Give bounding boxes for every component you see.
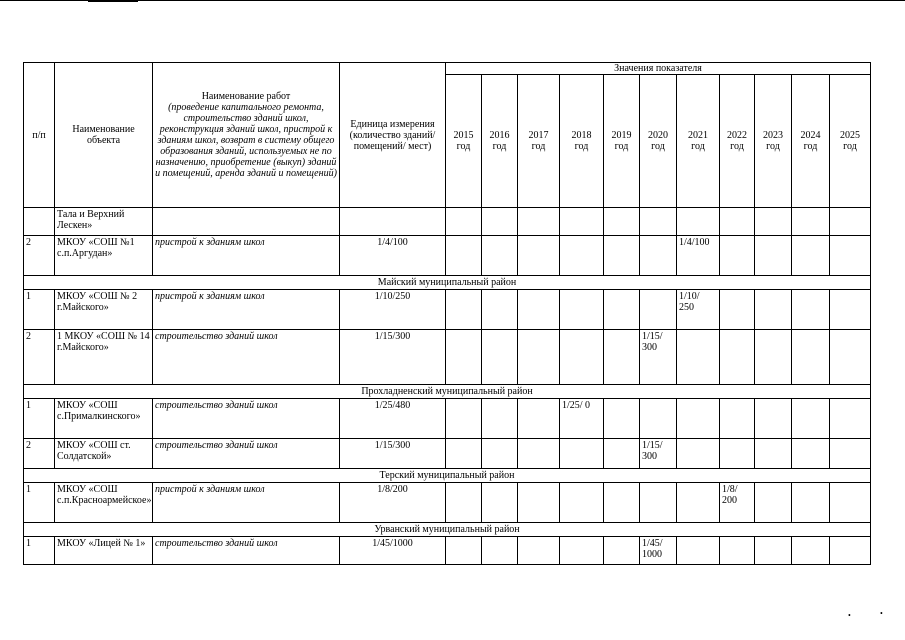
- year-label: 2021: [688, 130, 708, 141]
- row-value-2020: [640, 399, 677, 439]
- row-value-2021: 1/4/100: [677, 236, 720, 276]
- row-value-2019: [604, 483, 640, 523]
- row-value-2024: [792, 399, 830, 439]
- row-value-2015: [446, 439, 482, 469]
- row-value-2018: [560, 236, 604, 276]
- row-value-2019: [604, 330, 640, 385]
- header-unit: Единица измерения (количество зданий/ помещений/ мест): [340, 63, 446, 208]
- row-unit: 1/15/300: [340, 330, 446, 385]
- row-value-2018: [560, 290, 604, 330]
- row-unit: 1/25/480: [340, 399, 446, 439]
- year-label: 2024: [800, 130, 821, 141]
- row-object: Тала и Верхний Лескен»: [55, 208, 153, 236]
- year-suffix: год: [843, 141, 857, 152]
- row-value-2024: [792, 330, 830, 385]
- row-value-2020: 1/15/ 300: [640, 330, 677, 385]
- section-title: Майский муниципальный район: [24, 276, 871, 290]
- row-value-2018: [560, 330, 604, 385]
- year-label: 2015: [453, 130, 474, 141]
- year-label: 2020: [648, 130, 668, 141]
- row-value-2025: [830, 208, 871, 236]
- row-work: пристрой к зданиям школ: [153, 236, 340, 276]
- row-value-2016: [482, 330, 518, 385]
- header-year-2020: [640, 75, 677, 208]
- row-value-2017: [518, 208, 560, 236]
- row-value-2025: [830, 330, 871, 385]
- table-row: [24, 537, 871, 565]
- row-value-2025: [830, 399, 871, 439]
- row-value-2023: [755, 537, 792, 565]
- row-value-2016: [482, 290, 518, 330]
- row-value-2016: [482, 236, 518, 276]
- row-unit: 1/10/250: [340, 290, 446, 330]
- row-object: МКОУ «СОШ № 2 г.Майского»: [55, 290, 153, 330]
- row-unit: 1/15/300: [340, 439, 446, 469]
- row-value-2016: [482, 537, 518, 565]
- year-label: 2025: [840, 130, 860, 141]
- year-label: 2016: [489, 130, 510, 141]
- row-value-2018: [560, 208, 604, 236]
- section-title: Прохладненский муниципальный район: [24, 385, 871, 399]
- row-value-2017: [518, 483, 560, 523]
- table-row: [24, 439, 871, 469]
- row-value-2023: [755, 399, 792, 439]
- row-value-2023: [755, 330, 792, 385]
- section-row: [24, 469, 871, 483]
- header-year-2022: [720, 75, 755, 208]
- row-unit: 1/45/1000: [340, 537, 446, 565]
- row-value-2020: 1/45/ 1000: [640, 537, 677, 565]
- header-year-2025: [830, 75, 871, 208]
- row-value-2023: [755, 208, 792, 236]
- year-suffix: год: [614, 141, 629, 152]
- page-mark-right: •: [880, 609, 883, 618]
- section-row: [24, 385, 871, 399]
- year-label: 2017: [528, 130, 549, 141]
- table-row: [24, 236, 871, 276]
- year-suffix: год: [766, 141, 780, 152]
- year-suffix: год: [691, 141, 705, 152]
- row-value-2017: [518, 537, 560, 565]
- row-value-2015: [446, 208, 482, 236]
- year-suffix: год: [651, 141, 665, 152]
- row-value-2020: [640, 236, 677, 276]
- row-value-2015: [446, 290, 482, 330]
- row-value-2021: [677, 537, 720, 565]
- year-suffix: год: [730, 141, 744, 152]
- row-value-2016: [482, 208, 518, 236]
- row-work: строительство зданий школ: [153, 330, 340, 385]
- header-work-title: Наименование работ: [201, 91, 291, 102]
- page-top-mark: [88, 0, 138, 2]
- row-value-2018: [560, 537, 604, 565]
- row-value-2025: [830, 236, 871, 276]
- header-work-note: (проведение капитального ремонта, строительство зданий школ, реконструкция зданий школ, пристрой к зданиям школ, возврат в систему общего образования зданий, используемых не по назначению, приобретение (выкуп) зданий и помещений, аренда зданий и помещений): [155, 102, 337, 179]
- row-num: 1: [24, 537, 55, 565]
- year-suffix: год: [456, 141, 471, 152]
- row-value-2020: 1/15/ 300: [640, 439, 677, 469]
- row-num: 2: [24, 236, 55, 276]
- header-year-2018: [560, 75, 604, 208]
- row-work: строительство зданий школ: [153, 399, 340, 439]
- page-mark-left: •: [848, 611, 851, 620]
- header-year-2015: [446, 75, 482, 208]
- row-value-2017: [518, 439, 560, 469]
- header-object: Наименование объекта: [55, 63, 153, 208]
- row-value-2021: [677, 208, 720, 236]
- row-value-2025: [830, 439, 871, 469]
- row-value-2017: [518, 236, 560, 276]
- row-work: строительство зданий школ: [153, 537, 340, 565]
- table-row: [24, 290, 871, 330]
- row-num: 2: [24, 439, 55, 469]
- row-value-2021: 1/10/ 250: [677, 290, 720, 330]
- row-unit: 1/4/100: [340, 236, 446, 276]
- row-value-2022: [720, 290, 755, 330]
- row-value-2024: [792, 290, 830, 330]
- row-value-2022: [720, 439, 755, 469]
- row-value-2023: [755, 483, 792, 523]
- header-num: п/п: [24, 63, 55, 208]
- year-label: 2018: [571, 130, 592, 141]
- row-value-2019: [604, 290, 640, 330]
- row-object: МКОУ «СОШ с.п.Красноармейское»: [55, 483, 153, 523]
- row-value-2019: [604, 208, 640, 236]
- row-value-2015: [446, 483, 482, 523]
- row-value-2015: [446, 330, 482, 385]
- table-row: [24, 399, 871, 439]
- row-value-2016: [482, 483, 518, 523]
- header-values: Значения показателя: [446, 63, 871, 75]
- row-value-2024: [792, 236, 830, 276]
- header-work: [153, 63, 340, 208]
- header-year-2016: [482, 75, 518, 208]
- row-value-2019: [604, 537, 640, 565]
- row-value-2020: [640, 483, 677, 523]
- table-body: [24, 208, 871, 565]
- row-value-2015: [446, 399, 482, 439]
- row-value-2024: [792, 439, 830, 469]
- year-suffix: год: [803, 141, 818, 152]
- row-work: пристрой к зданиям школ: [153, 290, 340, 330]
- row-value-2017: [518, 330, 560, 385]
- row-value-2025: [830, 483, 871, 523]
- row-object: МКОУ «СОШ с.Прималкинского»: [55, 399, 153, 439]
- row-value-2023: [755, 290, 792, 330]
- year-label: 2023: [763, 130, 783, 141]
- table-row: [24, 208, 871, 236]
- row-value-2022: [720, 208, 755, 236]
- row-work: строительство зданий школ: [153, 439, 340, 469]
- row-value-2024: [792, 483, 830, 523]
- row-work: пристрой к зданиям школ: [153, 483, 340, 523]
- year-label: 2019: [611, 130, 632, 141]
- row-value-2018: 1/25/ 0: [560, 399, 604, 439]
- section-title: Терский муниципальный район: [24, 469, 871, 483]
- row-value-2020: [640, 290, 677, 330]
- row-value-2025: [830, 290, 871, 330]
- row-value-2017: [518, 290, 560, 330]
- table-row: [24, 483, 871, 523]
- row-value-2022: 1/8/ 200: [720, 483, 755, 523]
- row-num: 2: [24, 330, 55, 385]
- row-num: 1: [24, 483, 55, 523]
- row-value-2020: [640, 208, 677, 236]
- row-value-2015: [446, 236, 482, 276]
- row-value-2022: [720, 330, 755, 385]
- header-year-2017: [518, 75, 560, 208]
- header-year-2023: [755, 75, 792, 208]
- row-value-2016: [482, 439, 518, 469]
- row-num: 1: [24, 399, 55, 439]
- row-unit: [340, 208, 446, 236]
- year-suffix: год: [531, 141, 546, 152]
- row-num: [24, 208, 55, 236]
- section-title: Урванский муниципальный район: [24, 523, 871, 537]
- row-value-2021: [677, 483, 720, 523]
- row-value-2016: [482, 399, 518, 439]
- row-object: МКОУ «СОШ №1 с.п.Аргудан»: [55, 236, 153, 276]
- row-value-2021: [677, 399, 720, 439]
- row-value-2025: [830, 537, 871, 565]
- table-header: [24, 63, 871, 208]
- row-value-2024: [792, 208, 830, 236]
- section-row: [24, 523, 871, 537]
- indicator-table: [23, 62, 871, 565]
- header-year-2019: [604, 75, 640, 208]
- row-value-2015: [446, 537, 482, 565]
- row-value-2021: [677, 439, 720, 469]
- table-row: [24, 330, 871, 385]
- row-value-2023: [755, 236, 792, 276]
- row-value-2024: [792, 537, 830, 565]
- row-value-2018: [560, 483, 604, 523]
- row-object: 1 МКОУ «СОШ № 14 г.Майского»: [55, 330, 153, 385]
- header-year-2024: [792, 75, 830, 208]
- row-unit: 1/8/200: [340, 483, 446, 523]
- row-object: МКОУ «СОШ ст. Солдатской»: [55, 439, 153, 469]
- row-value-2018: [560, 439, 604, 469]
- row-value-2017: [518, 399, 560, 439]
- row-value-2022: [720, 399, 755, 439]
- row-value-2019: [604, 399, 640, 439]
- row-value-2023: [755, 439, 792, 469]
- year-suffix: год: [492, 141, 507, 152]
- row-object: МКОУ «Лицей № 1»: [55, 537, 153, 565]
- row-value-2019: [604, 439, 640, 469]
- row-value-2019: [604, 236, 640, 276]
- row-value-2022: [720, 537, 755, 565]
- row-value-2021: [677, 330, 720, 385]
- year-suffix: год: [574, 141, 589, 152]
- year-label: 2022: [727, 130, 747, 141]
- row-work: [153, 208, 340, 236]
- header-year-2021: [677, 75, 720, 208]
- row-num: 1: [24, 290, 55, 330]
- row-value-2022: [720, 236, 755, 276]
- section-row: [24, 276, 871, 290]
